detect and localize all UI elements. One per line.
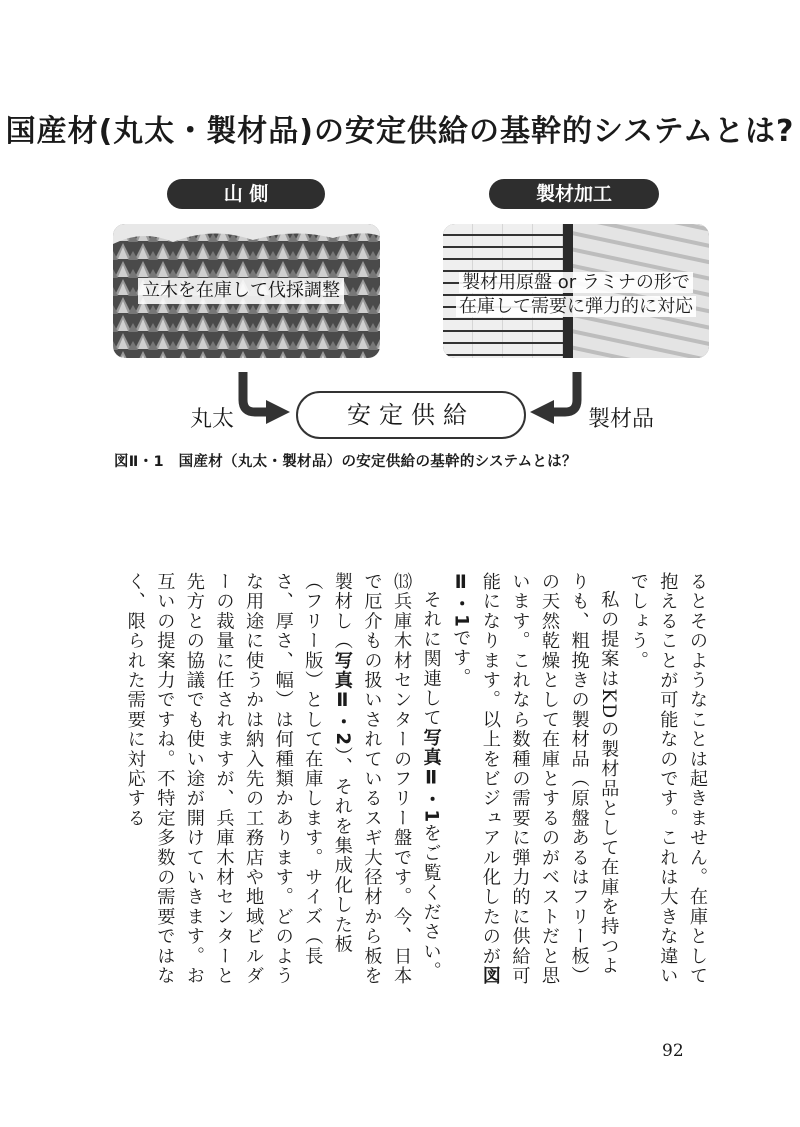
lumber-photo-label-line1: 製材用原盤 or ラミナの形で — [443, 268, 709, 294]
photo-reference-1: 写真Ⅱ・1 — [420, 728, 442, 824]
stable-supply-oval: 安定供給 — [296, 391, 526, 439]
left-flow-arrow — [243, 372, 270, 412]
right-header-badge: 製材加工 — [489, 179, 659, 209]
photo-reference-2: 写真Ⅱ・2 — [331, 650, 353, 747]
forest-photo — [113, 224, 380, 358]
right-flow-arrow — [550, 372, 577, 412]
paragraph-3: それに関連して写真Ⅱ・1をご覧ください。⒀兵庫木材センターのフリー盤です。今、日本で厄介もの扱いされているスギ大径材から板を製材し（写真Ⅱ・2）、それを集成化した板（フリー版）として在庫します。サイズ（長さ、厚さ、幅）は何種類かあります。どのような用途に使うかは納入先の工務店や地域ビルダーの裁量に任されますが、兵庫木材センターと先方との協議でも使い途が開けていきます。お互いの提案力ですね。不特定多数の需要ではなく、限られた需要に対応する — [124, 572, 442, 986]
figure-reference: 図Ⅱ・1 — [450, 572, 501, 986]
figure-title: 国産材(丸太・製材品)の安定供給の基幹的システムとは? — [5, 114, 795, 149]
log-flow-label: 丸太 — [190, 407, 235, 432]
page-number: 92 — [662, 1041, 684, 1061]
body-text — [87, 572, 712, 992]
paragraph-2: 私の提案はKDの製材品として在庫を持つよりも、粗挽きの製材品（原盤あるはフリー板）の天然乾燥として在庫とするのがベストだと思います。これなら数種の需要に弾力的に供給可能になります。以上をビジュアル化したのが図Ⅱ・1です。 — [450, 572, 620, 986]
figure-caption: 図Ⅱ・1 国産材（丸太・製材品）の安定供給の基幹的システムとは？ — [114, 454, 577, 470]
forest-photo-label: 立木を在庫して伐採調整 — [138, 278, 344, 304]
lumber-flow-label: 製材品 — [588, 407, 655, 432]
left-header-badge: 山 側 — [167, 179, 325, 209]
paragraph-1: るとそのようなことは起きません。在庫として抱えることが可能なのです。これは大きな違いでしょう。 — [627, 572, 708, 986]
lumber-photo-label-line2: 在庫して需要に弾力的に対応 — [443, 292, 709, 318]
lumber-photo — [443, 224, 709, 358]
